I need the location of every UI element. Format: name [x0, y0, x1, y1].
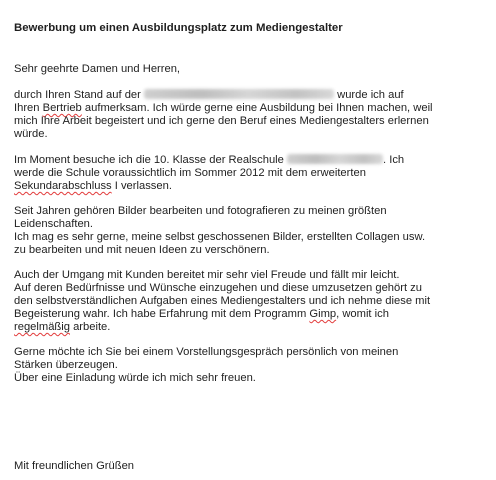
paragraph-4-line-3: den selbstverständlichen Aufgaben eines Mediengestalters und ich nehme diese mit	[14, 295, 431, 307]
text-segment: durch Ihren Stand auf der	[14, 89, 141, 101]
misspelled-word: Bertrieb	[42, 102, 82, 114]
text-segment: Ihren	[14, 102, 40, 114]
text-segment: wurde ich auf	[337, 89, 404, 101]
paragraph-4-line-1: Auch der Umgang mit Kunden bereitet mir sehr viel Freude und fällt mir leicht.	[14, 269, 400, 281]
paragraph-4-line-2: Auf deren Bedürfnisse und Wünsche einzugehen und diese umzusetzen gehört zu	[14, 282, 422, 294]
paragraph-3-line-2: Leidenschaften.	[14, 218, 93, 230]
letter-title: Bewerbung um einen Ausbildungsplatz zum Mediengestalter	[14, 22, 343, 34]
misspelled-word: Sekundarabschluss	[14, 180, 112, 192]
salutation: Sehr geehrte Damen und Herren,	[14, 63, 181, 75]
paragraph-1-line-1	[14, 89, 404, 102]
paragraph-5-line-1: Gerne möchte ich Sie bei einem Vorstellungsgespräch persönlich von meinen	[14, 346, 399, 358]
text-segment: I verlassen.	[111, 180, 172, 192]
paragraph-1-line-2	[14, 102, 433, 115]
paragraph-2-line-2: werde die Schule voraussichtlich im Sommer 2012 mit dem erweiterten	[14, 167, 366, 179]
text-segment: , womit ich	[336, 308, 389, 320]
paragraph-1-line-4: würde.	[14, 128, 48, 140]
paragraph-5-line-3: Über eine Einladung würde ich mich sehr freuen.	[14, 372, 256, 384]
paragraph-1-line-3: mich Ihre Arbeit begeistert und ich gerne den Beruf eines Mediengestalters erlernen	[14, 115, 429, 127]
misspelled-word: regelmäßig	[14, 321, 70, 333]
text-segment: Begeisterung wahr. Ich habe Erfahrung mit dem Programm	[14, 308, 307, 320]
paragraph-2-line-1	[14, 154, 404, 167]
text-segment: Im Moment besuche ich die 10. Klasse der Realschule	[14, 154, 284, 166]
paragraph-4-line-5	[14, 321, 110, 334]
text-segment: arbeite.	[69, 321, 111, 333]
paragraph-3-line-3: Ich mag es sehr gerne, meine selbst geschossenen Bilder, erstellten Collagen usw.	[14, 231, 426, 243]
paragraph-5-line-2: Stärken überzeugen.	[14, 359, 118, 371]
paragraph-2-line-3	[14, 180, 172, 193]
text-segment: aufmerksam. Ich würde gerne eine Ausbildung bei Ihnen machen, weil	[84, 102, 433, 114]
redacted-school-name	[287, 154, 383, 164]
paragraph-3-line-1: Seit Jahren gehören Bilder bearbeiten und fotografieren zu meinen größten	[14, 205, 387, 217]
redacted-fair-name	[144, 89, 334, 99]
paragraph-4-line-4	[14, 308, 389, 321]
text-segment: . Ich	[383, 154, 405, 166]
closing: Mit freundlichen Grüßen	[14, 460, 135, 472]
paragraph-3-line-4: zu bearbeiten und mit neuen Ideen zu verschönern.	[14, 244, 270, 256]
misspelled-word: Gimp	[309, 308, 337, 320]
